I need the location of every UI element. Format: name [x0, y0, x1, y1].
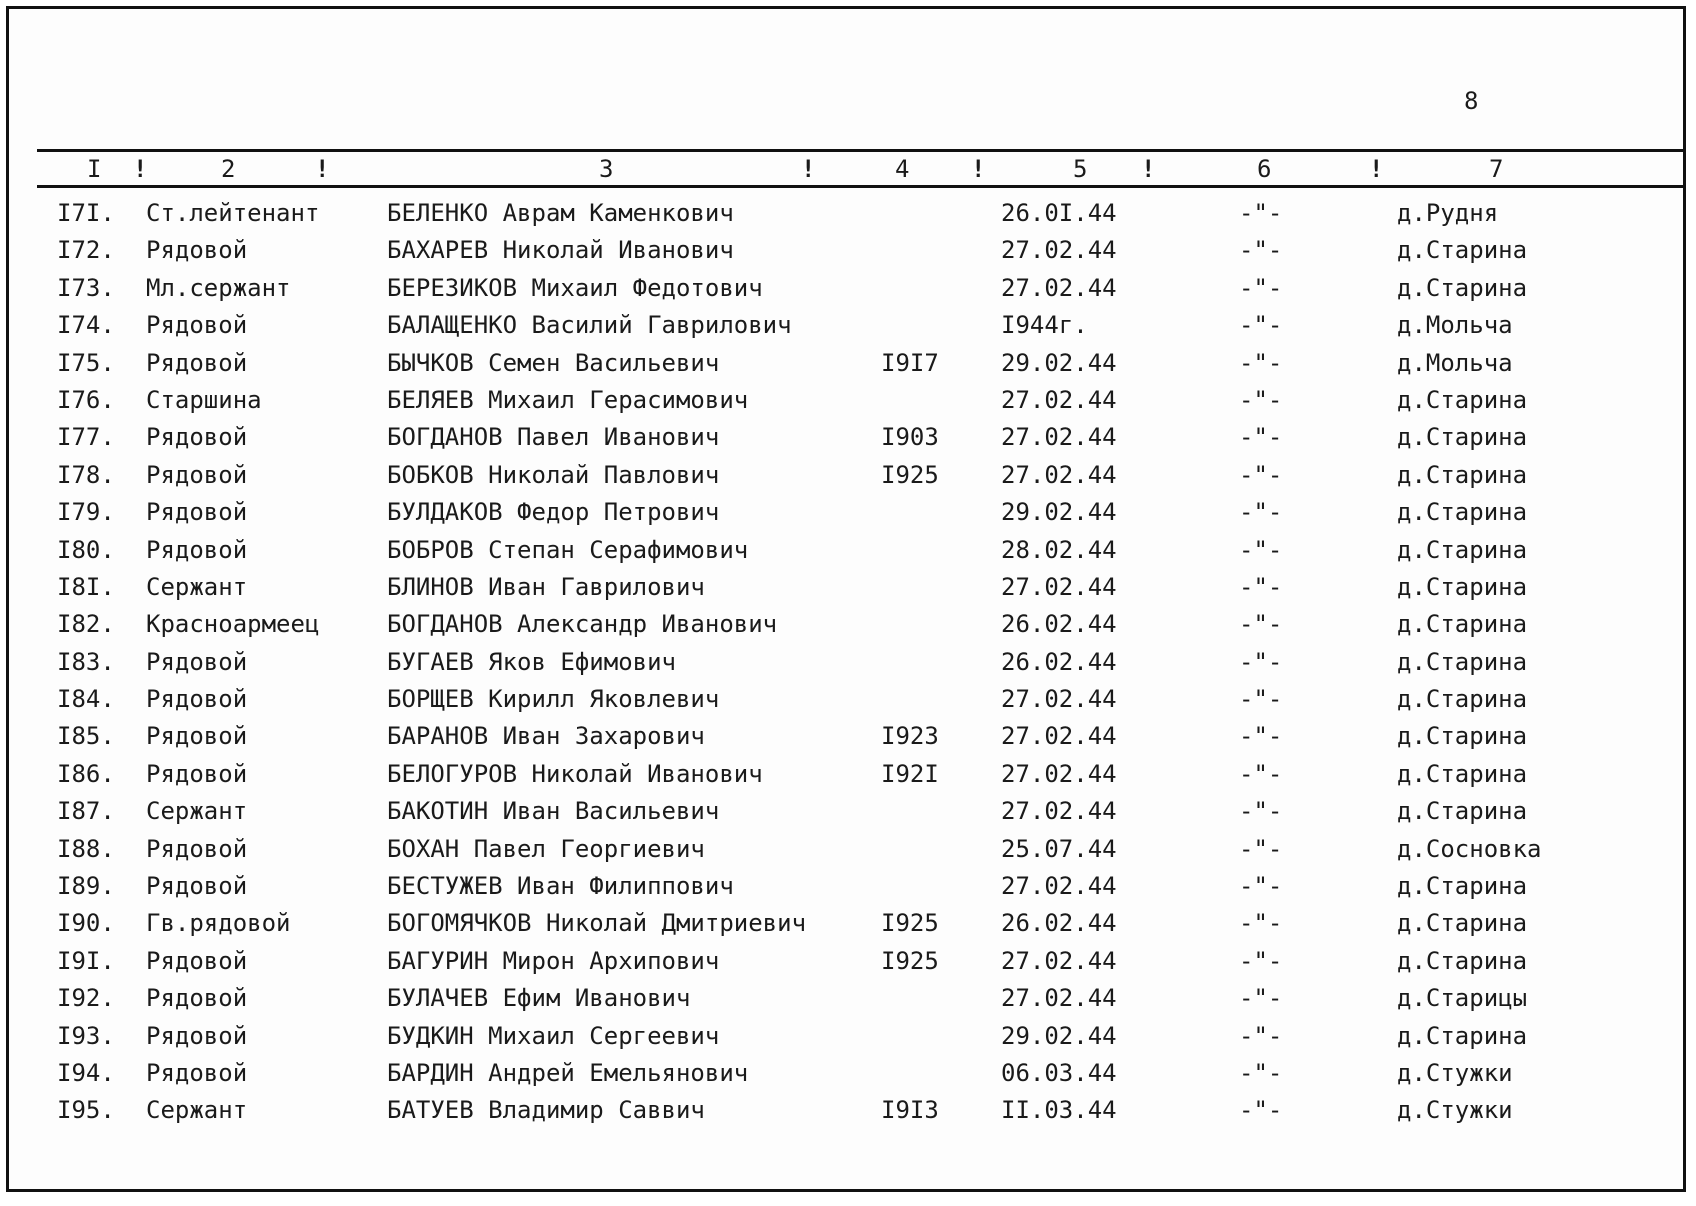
table-row	[9, 1092, 1683, 1129]
ditto-mark-cell: -"-	[1239, 348, 1283, 377]
name-cell: БАЛАЩЕНКО Василий Гаврилович	[387, 311, 792, 340]
place-cell: д.Старина	[1397, 498, 1528, 527]
rank-cell: Старшина	[146, 385, 262, 414]
row-number: I76.	[57, 385, 115, 414]
name-cell: БАХАРЕВ Николай Иванович	[387, 236, 734, 265]
name-cell: БОГОМЯЧКОВ Николай Дмитриевич	[387, 909, 807, 938]
date-cell: 27.02.44	[1001, 984, 1117, 1013]
date-cell: 27.02.44	[1001, 236, 1117, 265]
ditto-mark-cell: -"-	[1239, 1021, 1283, 1050]
column-header-5: 5	[1073, 155, 1088, 183]
place-cell: д.Мольча	[1397, 311, 1513, 340]
header-rule-top	[37, 149, 1683, 152]
place-cell: д.Старицы	[1397, 984, 1528, 1013]
rank-cell: Гв.рядовой	[146, 909, 291, 938]
table-row	[9, 793, 1683, 830]
column-separator: !	[801, 155, 816, 183]
date-cell: 27.02.44	[1001, 722, 1117, 751]
table-row	[9, 382, 1683, 419]
name-cell: БЕЛОГУРОВ Николай Иванович	[387, 759, 763, 788]
column-header-1: I	[87, 155, 102, 183]
rank-cell: Рядовой	[146, 685, 248, 714]
date-cell: 27.02.44	[1001, 423, 1117, 452]
ditto-mark-cell: -"-	[1239, 498, 1283, 527]
name-cell: БЫЧКОВ Семен Васильевич	[387, 348, 720, 377]
place-cell: д.Старина	[1397, 909, 1528, 938]
rank-cell: Рядовой	[146, 1058, 248, 1087]
date-cell: 26.02.44	[1001, 647, 1117, 676]
ditto-mark-cell: -"-	[1239, 273, 1283, 302]
column-header-7: 7	[1489, 155, 1504, 183]
date-cell: 26.0I.44	[1001, 199, 1117, 227]
place-cell: д.Стужки	[1397, 1058, 1513, 1087]
rank-cell: Рядовой	[146, 311, 248, 340]
date-cell: 27.02.44	[1001, 273, 1117, 302]
ditto-mark-cell: -"-	[1239, 610, 1283, 639]
name-cell: БАТУЕВ Владимир Саввич	[387, 1096, 705, 1125]
row-number: I93.	[57, 1021, 115, 1050]
place-cell: д.Старина	[1397, 647, 1528, 676]
name-cell: БЕРЕЗИКОВ Михаил Федотович	[387, 273, 763, 302]
table-row	[9, 943, 1683, 980]
date-cell: 29.02.44	[1001, 1021, 1117, 1050]
date-cell: 27.02.44	[1001, 872, 1117, 901]
ditto-mark-cell: -"-	[1239, 385, 1283, 414]
ditto-mark-cell: -"-	[1239, 236, 1283, 265]
place-cell: д.Старина	[1397, 572, 1528, 601]
ditto-mark-cell: -"-	[1239, 834, 1283, 863]
date-cell: II.03.44	[1001, 1096, 1117, 1125]
row-number: I75.	[57, 348, 115, 377]
row-number: I85.	[57, 722, 115, 751]
table-row	[9, 980, 1683, 1017]
table-row	[9, 681, 1683, 718]
row-number: I79.	[57, 498, 115, 527]
ditto-mark-cell: -"-	[1239, 759, 1283, 788]
date-cell: 29.02.44	[1001, 498, 1117, 527]
column-separator: !	[1141, 155, 1156, 183]
name-cell: БОГДАНОВ Александр Иванович	[387, 610, 778, 639]
name-cell: БОГДАНОВ Павел Иванович	[387, 423, 720, 452]
column-separator: !	[1369, 155, 1384, 183]
table-row	[9, 307, 1683, 344]
document-page	[6, 6, 1686, 1192]
row-number: I95.	[57, 1096, 115, 1125]
rank-cell: Рядовой	[146, 722, 248, 751]
rank-cell: Рядовой	[146, 460, 248, 489]
rank-cell: Рядовой	[146, 498, 248, 527]
birth-year-cell: I92I	[881, 759, 939, 788]
place-cell: д.Старина	[1397, 460, 1528, 489]
date-cell: 27.02.44	[1001, 759, 1117, 788]
ditto-mark-cell: -"-	[1239, 460, 1283, 489]
row-number: I73.	[57, 273, 115, 302]
rank-cell: Сержант	[146, 572, 248, 601]
rank-cell: Мл.сержант	[146, 273, 291, 302]
date-cell: 26.02.44	[1001, 610, 1117, 639]
rank-cell: Рядовой	[146, 759, 248, 788]
name-cell: БАРАНОВ Иван Захарович	[387, 722, 705, 751]
birth-year-cell: I925	[881, 909, 939, 938]
table-row	[9, 644, 1683, 681]
place-cell: д.Старина	[1397, 797, 1528, 826]
row-number: I78.	[57, 460, 115, 489]
place-cell: д.Старина	[1397, 423, 1528, 452]
table-row	[9, 232, 1683, 269]
column-header-3: 3	[599, 155, 614, 183]
table-row	[9, 569, 1683, 606]
ditto-mark-cell: -"-	[1239, 797, 1283, 826]
row-number: I94.	[57, 1058, 115, 1087]
table-row	[9, 270, 1683, 307]
row-number: I84.	[57, 685, 115, 714]
row-number: I87.	[57, 797, 115, 826]
place-cell: д.Рудня	[1397, 199, 1499, 227]
rank-cell: Рядовой	[146, 834, 248, 863]
date-cell: 27.02.44	[1001, 946, 1117, 975]
date-cell: 27.02.44	[1001, 685, 1117, 714]
row-number: I8I.	[57, 572, 115, 601]
rank-cell: Сержант	[146, 797, 248, 826]
column-separator: !	[315, 155, 330, 183]
table-row	[9, 831, 1683, 868]
rank-cell: Рядовой	[146, 647, 248, 676]
column-separator: !	[133, 155, 148, 183]
ditto-mark-cell: -"-	[1239, 984, 1283, 1013]
date-cell: 06.03.44	[1001, 1058, 1117, 1087]
ditto-mark-cell: -"-	[1239, 1058, 1283, 1087]
name-cell: БЕЛЯЕВ Михаил Герасимович	[387, 385, 749, 414]
birth-year-cell: I925	[881, 946, 939, 975]
row-number: I80.	[57, 535, 115, 564]
row-number: I89.	[57, 872, 115, 901]
place-cell: д.Старина	[1397, 236, 1528, 265]
rank-cell: Рядовой	[146, 236, 248, 265]
column-header-2: 2	[221, 155, 236, 183]
rank-cell: Ст.лейтенант	[146, 199, 320, 227]
rank-cell: Рядовой	[146, 1021, 248, 1050]
place-cell: д.Сосновка	[1397, 834, 1542, 863]
name-cell: БОРЩЕВ Кирилл Яковлевич	[387, 685, 720, 714]
birth-year-cell: I9I7	[881, 348, 939, 377]
table-row	[9, 457, 1683, 494]
name-cell: БОБРОВ Степан Серафимович	[387, 535, 749, 564]
ditto-mark-cell: -"-	[1239, 722, 1283, 751]
place-cell: д.Старина	[1397, 535, 1528, 564]
table-row	[9, 905, 1683, 942]
rank-cell: Рядовой	[146, 348, 248, 377]
table-row	[9, 718, 1683, 755]
name-cell: БУДКИН Михаил Сергеевич	[387, 1021, 720, 1050]
row-number: I86.	[57, 759, 115, 788]
ditto-mark-cell: -"-	[1239, 685, 1283, 714]
table-row	[9, 419, 1683, 456]
rank-cell: Рядовой	[146, 984, 248, 1013]
table-row	[9, 868, 1683, 905]
place-cell: д.Мольча	[1397, 348, 1513, 377]
row-number: I88.	[57, 834, 115, 863]
date-cell: I944г.	[1001, 311, 1088, 340]
date-cell: 25.07.44	[1001, 834, 1117, 863]
header-rule-bottom	[37, 185, 1683, 188]
place-cell: д.Старина	[1397, 385, 1528, 414]
column-header-4: 4	[895, 155, 910, 183]
table-header	[9, 155, 1683, 185]
name-cell: БУГАЕВ Яков Ефимович	[387, 647, 676, 676]
row-number: I9I.	[57, 946, 115, 975]
table-body	[9, 195, 1683, 1130]
row-number: I83.	[57, 647, 115, 676]
name-cell: БЕЛЕНКО Аврам Каменкович	[387, 199, 734, 227]
birth-year-cell: I9I3	[881, 1096, 939, 1125]
ditto-mark-cell: -"-	[1239, 647, 1283, 676]
table-row	[9, 195, 1683, 232]
row-number: I82.	[57, 610, 115, 639]
place-cell: д.Старина	[1397, 872, 1528, 901]
place-cell: д.Старина	[1397, 722, 1528, 751]
ditto-mark-cell: -"-	[1239, 909, 1283, 938]
page-number: 8	[1464, 87, 1479, 115]
name-cell: БОБКОВ Николай Павлович	[387, 460, 720, 489]
name-cell: БАГУРИН Мирон Архипович	[387, 946, 720, 975]
row-number: I72.	[57, 236, 115, 265]
name-cell: БАКОТИН Иван Васильевич	[387, 797, 720, 826]
rank-cell: Рядовой	[146, 946, 248, 975]
rank-cell: Рядовой	[146, 423, 248, 452]
name-cell: БУЛАЧЕВ Ефим Иванович	[387, 984, 691, 1013]
date-cell: 27.02.44	[1001, 797, 1117, 826]
table-row	[9, 756, 1683, 793]
name-cell: БЛИНОВ Иван Гаврилович	[387, 572, 705, 601]
row-number: I90.	[57, 909, 115, 938]
name-cell: БЕСТУЖЕВ Иван Филиппович	[387, 872, 734, 901]
date-cell: 27.02.44	[1001, 572, 1117, 601]
birth-year-cell: I925	[881, 460, 939, 489]
name-cell: БУЛДАКОВ Федор Петрович	[387, 498, 720, 527]
ditto-mark-cell: -"-	[1239, 572, 1283, 601]
ditto-mark-cell: -"-	[1239, 1096, 1283, 1125]
ditto-mark-cell: -"-	[1239, 946, 1283, 975]
ditto-mark-cell: -"-	[1239, 872, 1283, 901]
table-row	[9, 606, 1683, 643]
table-row	[9, 345, 1683, 382]
rank-cell: Рядовой	[146, 872, 248, 901]
place-cell: д.Старина	[1397, 1021, 1528, 1050]
ditto-mark-cell: -"-	[1239, 311, 1283, 340]
ditto-mark-cell: -"-	[1239, 199, 1283, 227]
column-header-6: 6	[1257, 155, 1272, 183]
date-cell: 27.02.44	[1001, 460, 1117, 489]
date-cell: 26.02.44	[1001, 909, 1117, 938]
row-number: I74.	[57, 311, 115, 340]
place-cell: д.Стужки	[1397, 1096, 1513, 1125]
date-cell: 28.02.44	[1001, 535, 1117, 564]
name-cell: БАРДИН Андрей Емельянович	[387, 1058, 749, 1087]
column-separator: !	[971, 155, 986, 183]
row-number: I77.	[57, 423, 115, 452]
place-cell: д.Старина	[1397, 610, 1528, 639]
rank-cell: Сержант	[146, 1096, 248, 1125]
ditto-mark-cell: -"-	[1239, 535, 1283, 564]
place-cell: д.Старина	[1397, 759, 1528, 788]
date-cell: 29.02.44	[1001, 348, 1117, 377]
place-cell: д.Старина	[1397, 273, 1528, 302]
birth-year-cell: I903	[881, 423, 939, 452]
ditto-mark-cell: -"-	[1239, 423, 1283, 452]
name-cell: БОХАН Павел Георгиевич	[387, 834, 705, 863]
place-cell: д.Старина	[1397, 946, 1528, 975]
rank-cell: Рядовой	[146, 535, 248, 564]
place-cell: д.Старина	[1397, 685, 1528, 714]
table-row	[9, 494, 1683, 531]
row-number: I92.	[57, 984, 115, 1013]
birth-year-cell: I923	[881, 722, 939, 751]
table-row	[9, 532, 1683, 569]
row-number: I7I.	[57, 199, 115, 227]
rank-cell: Красноармеец	[146, 610, 320, 639]
table-row	[9, 1055, 1683, 1092]
table-row	[9, 1018, 1683, 1055]
date-cell: 27.02.44	[1001, 385, 1117, 414]
